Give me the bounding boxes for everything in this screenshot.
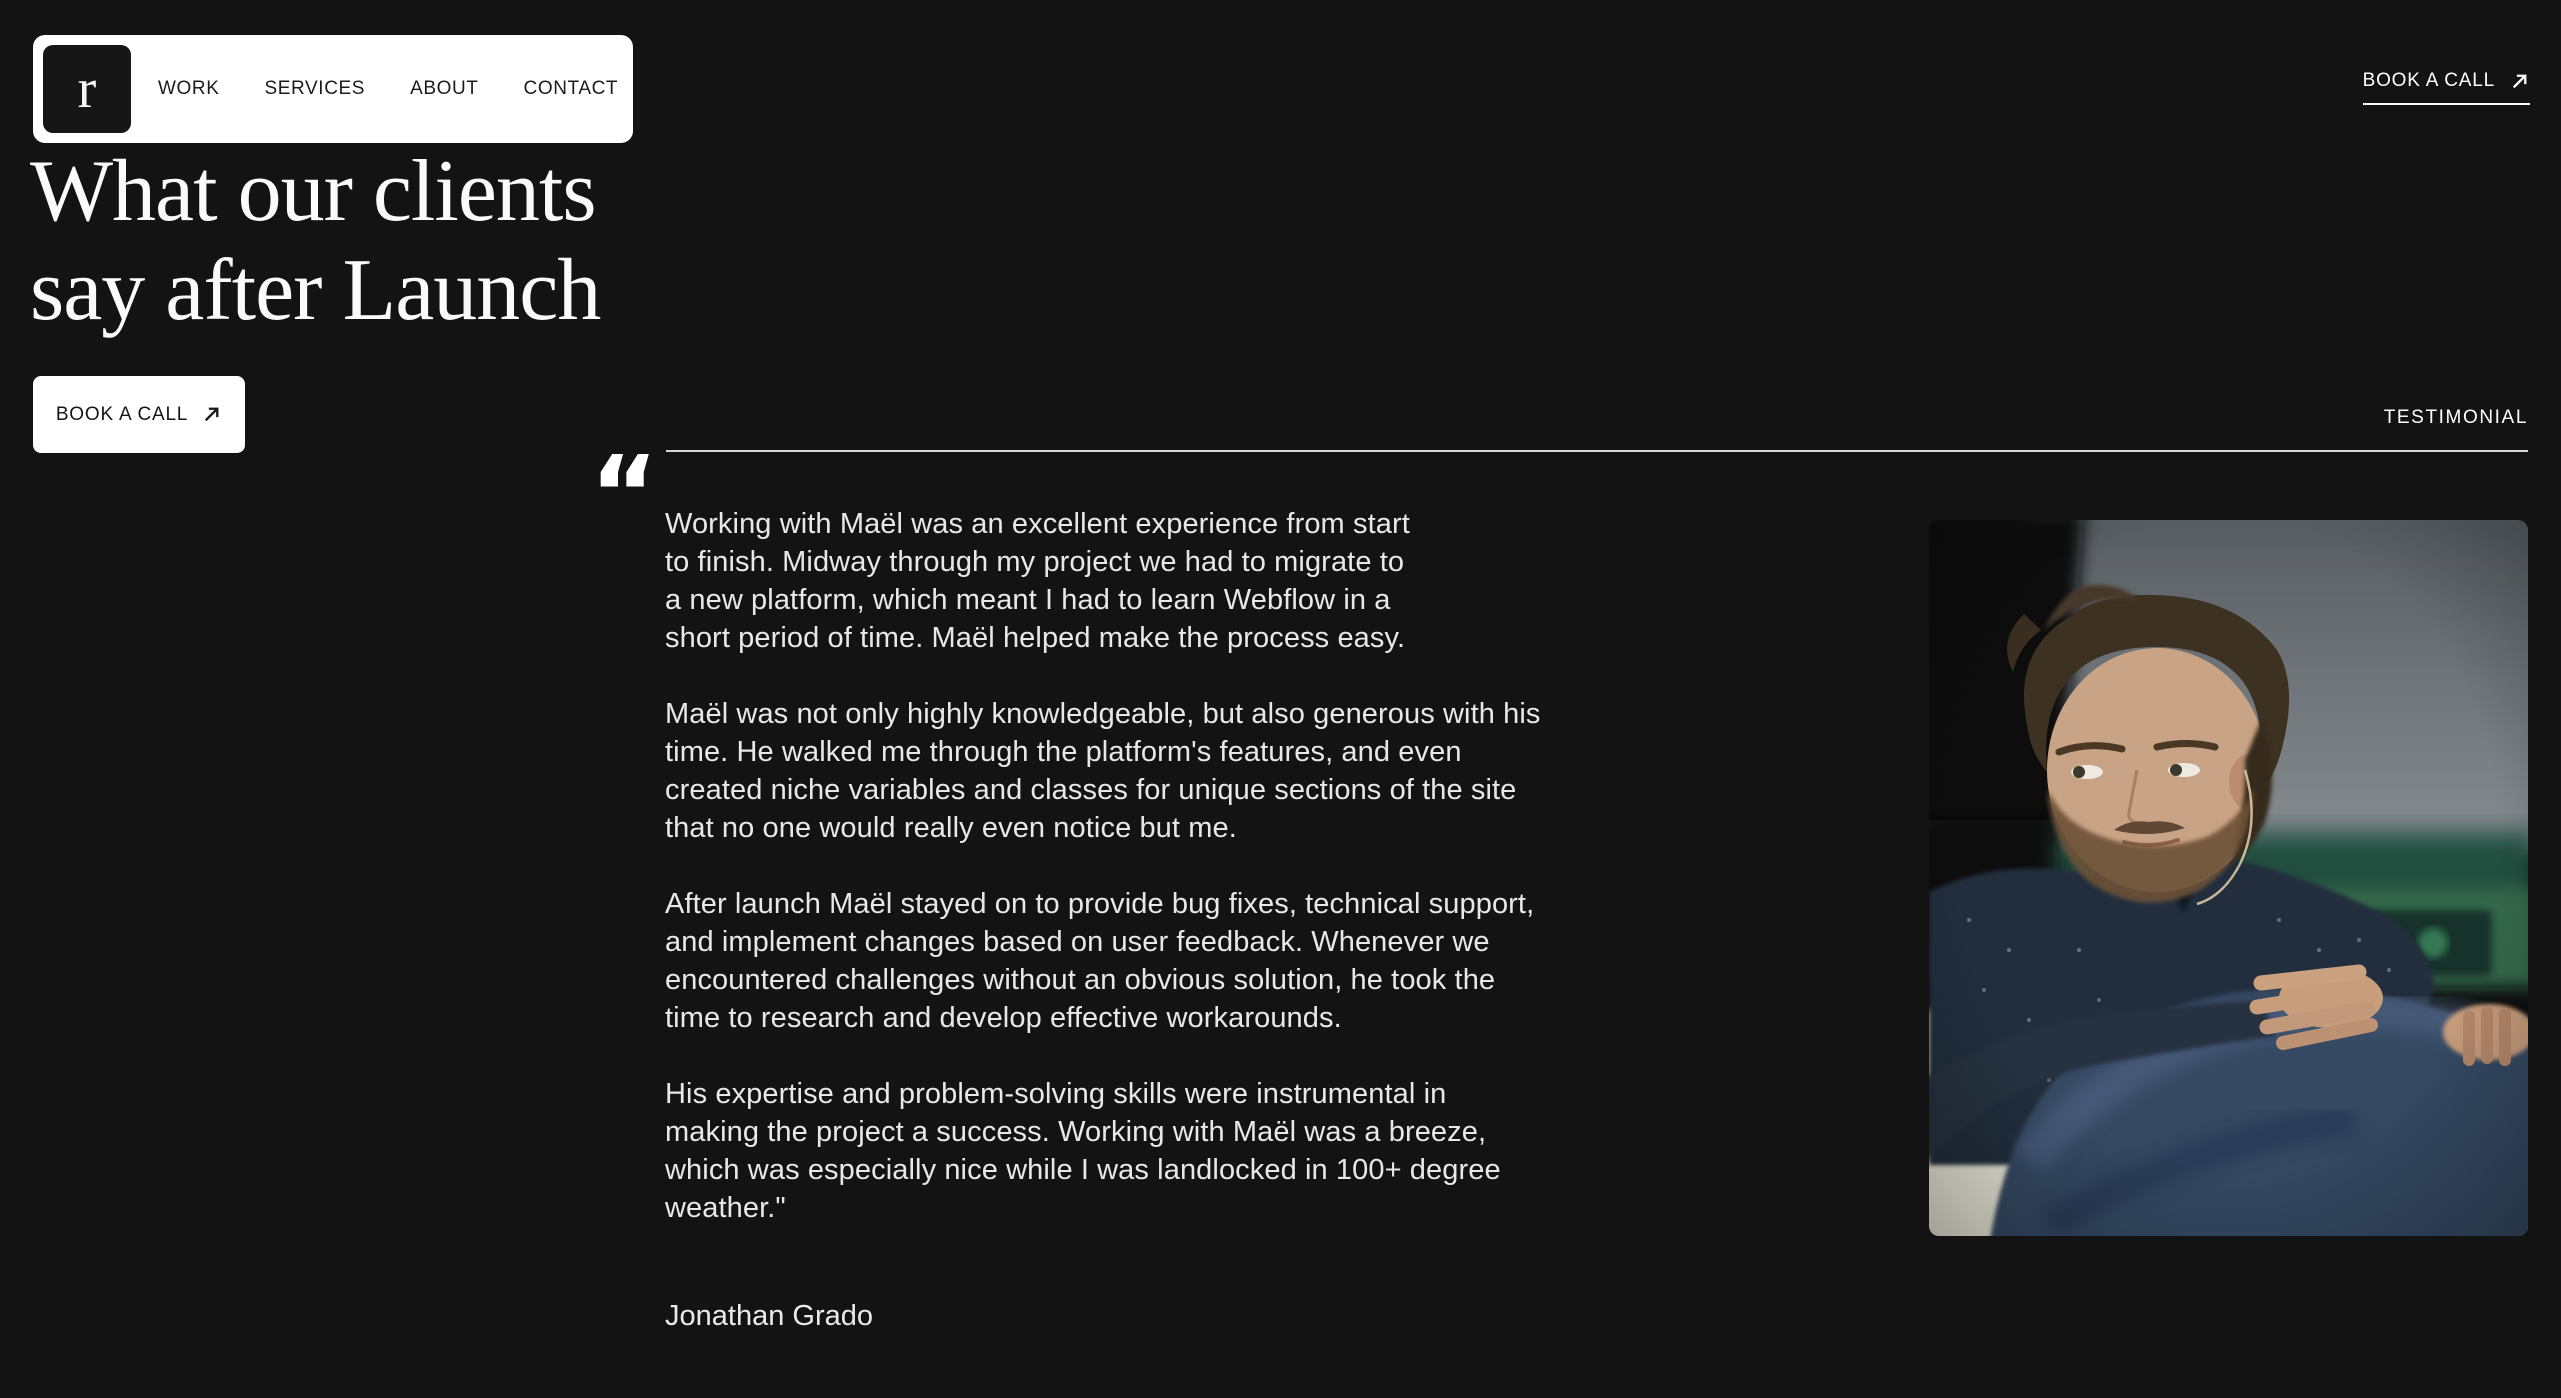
page-title-line1: What our clients (30, 143, 596, 240)
testimonial-paragraph: Maël was not only highly knowledgeable, but also generous with his time. He walked me through the platform's features, and even created niche variables and classes for unique sections of the site that no one would really even notice but me. (665, 698, 1541, 844)
testimonial-photo (1929, 520, 2528, 1236)
section-label-testimonial: TESTIMONIAL (2383, 407, 2528, 428)
top-navigation (33, 35, 633, 143)
nav-item-contact[interactable]: CONTACT (523, 78, 619, 99)
nav-menu (158, 35, 618, 143)
testimonial-quote (665, 505, 1585, 1265)
book-a-call-button-label: BOOK A CALL (55, 403, 189, 425)
testimonial-paragraph: Working with Maël was an excellent experience from start to finish. Midway through my project we had to migrate to a new platform, which meant I had to learn Webflow in a short period of time. Maël helped make the process easy. (665, 508, 1410, 654)
arrow-up-right-icon (201, 404, 222, 425)
testimonial-paragraph: After launch Maël stayed on to provide bug fixes, technical support, and implement changes based on user feedback. Whenever we encountered challenges without an obvious solution, he took the time to research and develop effective workarounds. (665, 888, 1535, 1034)
page-title-line2: say after Launch (30, 242, 601, 339)
quote-mark-icon: “ (590, 433, 659, 555)
section-divider-line (666, 450, 2528, 452)
testimonial-author: Jonathan Grado (665, 1300, 873, 1332)
arrow-up-right-icon (2509, 71, 2530, 92)
testimonial-paragraph: His expertise and problem-solving skills were instrumental in making the project a success. Working with Maël was a breeze, which was especially nice while I was landlocked in 100+ degree weather." (665, 1078, 1501, 1224)
page-title (30, 142, 600, 340)
book-a-call-link[interactable] (2363, 70, 2530, 105)
logo[interactable] (43, 45, 131, 133)
nav-item-work[interactable]: WORK (158, 78, 220, 99)
nav-item-services[interactable]: SERVICES (264, 78, 366, 99)
book-a-call-button[interactable] (33, 376, 245, 453)
logo-letter: r (77, 58, 97, 120)
nav-item-about[interactable]: ABOUT (410, 78, 479, 99)
book-a-call-link-label: BOOK A CALL (2362, 70, 2495, 91)
